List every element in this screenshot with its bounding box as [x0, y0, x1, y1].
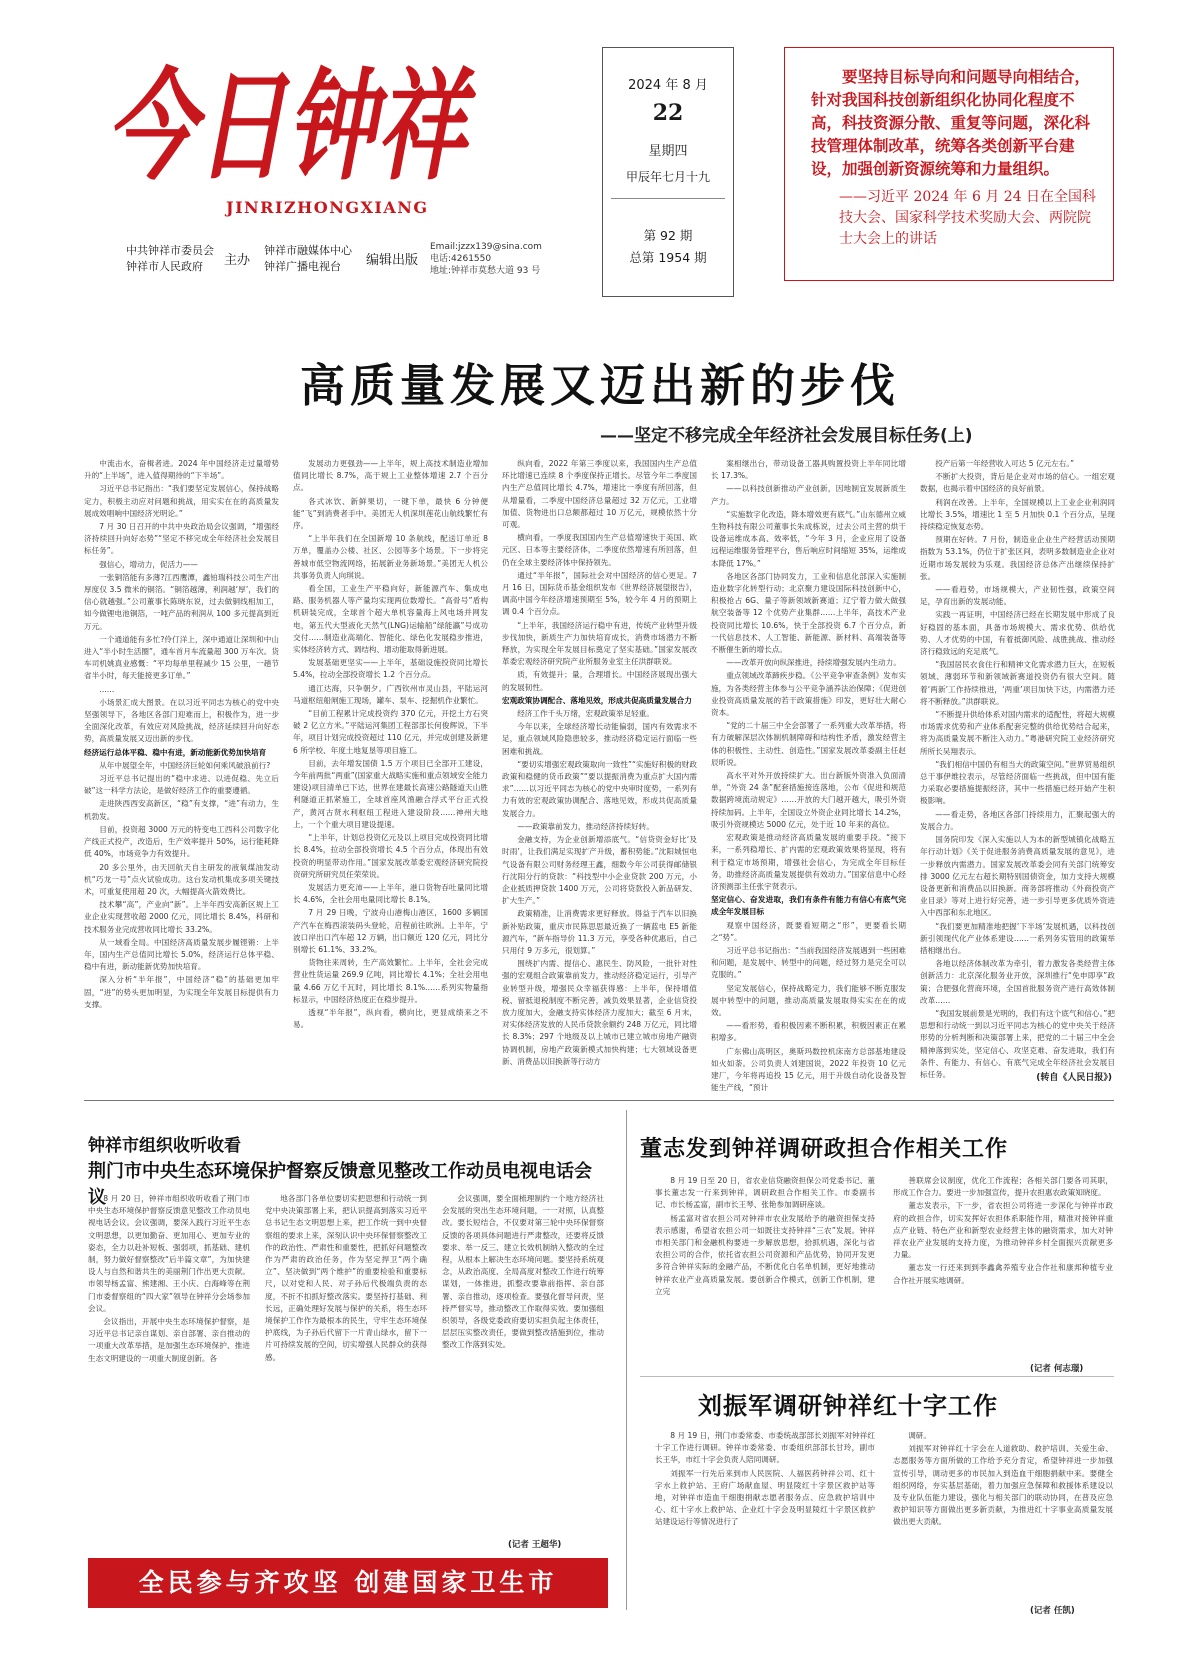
issue-number: 第 92 期 [643, 228, 693, 243]
paragraph: ——政策靠前发力，推动经济持续好转。 [517, 821, 654, 831]
date-divider [611, 198, 725, 199]
story-bl-column-3 [442, 1193, 604, 1503]
date-lunar: 甲辰年七月十九 [625, 170, 710, 184]
publisher-info [126, 243, 586, 283]
paragraph: 通江达海，只争朝夕。广西钦州市灵山县，平陆运河马道枢纽船闸施工现场，罐车、泵车、挖掘机作业繁忙。 [293, 683, 488, 705]
paragraph: 刘振军对钟祥红十字会在人道救助、救护培训、关爱生命、志愿服务等方面所做的工作给予充分肯定，希望钟祥进一步加强宣传引导，调动更多的市民加入到造血干细胞捐献中来。要健全组织网络，夯实基层基础，着力加强应急保障和救援体系建设以及专业队伍能力建设，强化与相关部门的联动协同，在普及应急救护知识等方面做出更多新贡献，为推进红十字事业高质量发展做出更大贡献。 [893, 1444, 1113, 1527]
lead-column-3 [502, 458, 697, 1066]
lead-column-4 [711, 458, 906, 1093]
paragraph: “上半年我们在全国新增 10 条航线，配送订单近 8 万单，覆盖办公楼、社区、公园等多个场景。下一步将完善城市低空物流网络，拓展新业务新场景。”美团无人机公共事务负责人向琪说。 [293, 534, 488, 580]
paragraph: 经济工作千头万绪，宏观政策举足轻重。 [517, 709, 654, 719]
paragraph: 习近平总书记提出的“稳中求进、以进促稳、先立后破”这一科学方法论，是做好经济工作的重要遵循。 [84, 774, 279, 796]
edit-label: 编辑出版 [366, 253, 419, 268]
paragraph: 目前，去年增发国债 1.5 万个项目已全部开工建设，今年前两批“两重”(国家重大战略实施和重点领域安全能力建设)项目清单已下达，世界在建最长高速公路隧道天山胜利隧道正抓紧施工，全球首座风渔融合浮式平台正式投产，黄河古贤水利枢纽工程进入建设阶段……神州大地上，一个个重大项目建设提速。 [293, 758, 488, 829]
paragraph: 小场景汇成大图景。在以习近平同志为核心的党中央坚强领导下，各地区各部门迎难而上，积极作为，进一步全面深化改革，有效应对风险挑战，经济延续回升向好态势，高质量发展又迈出新的步伐。 [84, 697, 279, 744]
paragraph: 善联席会议制度，优化工作流程；各相关部门要各司其职，形成工作合力。要进一步加强宣传，提升农担惠农政策知晓度。 [893, 1176, 1113, 1198]
story-divider [640, 1376, 1114, 1377]
paragraph: 纵向看，2022 年第三季度以来，我国国内生产总值环比增速已连续 8 个季度保持正增长。尽管今年二季度国内生产总值同比增长 4.7%，增速比一季度有所回落，但从增量看，二季度中国经济总量超过 32 万亿元，工业增加值、货物进出口总额都超过 10 万亿元，规模依然十分可观。 [502, 459, 697, 530]
paragraph: 深入分析“半年报”，中国经济“稳”的基础更加牢固，“进”的势头更加明显，为实现全年发展目标提供有力支撑。 [84, 975, 279, 1009]
paragraph: 各地区各部门协同发力，工业和信息化部深入实施制造业数字化转型行动；北京聚力建设国际科技创新中心，积极抢占 6G、量子等新领域新赛道；辽宁着力做大做强航空装备等 12 个优势产业集群……上半年，高技术产业投资同比增长 10.6%，快于全部投资 6.7 个百分点，新一代信息技术、人工智能、新能源、新材料、高端装备等不断催生新的增长点。 [711, 571, 906, 655]
phone-text: 电话:4261550 [430, 254, 492, 264]
masthead-logo [96, 40, 476, 200]
paragraph: ——看形势，看积极因素不断积累，积极因素正在累积增多。 [711, 1021, 906, 1043]
lead-column-1 [84, 458, 279, 1066]
paragraph: “不断提升供给体系对国内需求的适配性，将超大规模市场需求优势和产业体系配套完整的供给优势结合起来，将为高质量发展不断注入动力。”粤港研究院工业经济研究所所长吴翔表示。 [920, 710, 1115, 756]
paragraph: 杨孟富对省农担公司对钟祥市农业发展给予的融资担保支持表示感谢，希望省农担公司一如既往支持钟祥“三农”发展。钟祥市相关部门和金融机构要进一步解放思想，拾抓机遇，深化与省农担公司的合作，依托省农担公司资源和产品优势，协同开发更多符合钟祥实际的金融产品，不断优化白名单机制，更好地推动钟祥农业产业高质量发展。要创新合作模式，创新工作机制，建立完 [655, 1213, 875, 1296]
paragraph: 金融支持，为企业创新增添底气。“信贷资金好比‘及时雨’，让我们满足实现扩产升级，蓄积势能。”沈阳城恒电气设备有限公司财务经理王鑫，细数今年公司获得邮储银行沈阳分行的贷款：“科技型中小企业贷款 200 万元，小企业抵质押贷款 1400 万元，公司将贷款投入新品研发、扩大生产。” [502, 835, 697, 906]
editor-1: 钟祥市融媒体中心 [264, 244, 352, 257]
story-bl-credit: (记者 王超华) [508, 1540, 562, 1550]
paragraph: “我们要更加精准地把握‘下半场’发展机遇，以科技创新引领现代化产业体系建设……一系列务实管用的政策举措相继出台。 [920, 921, 1115, 955]
paragraph: 预期在好转。7 月份，制造业企业生产经营活动预期指数为 53.1%，仍位于扩张区间，表明多数制造业企业对近期市场发展较为乐观。我国经济总体产出继续保持扩张。 [920, 535, 1115, 581]
paragraph: 8 月 20 日，钟祥市组织收听收看了荆门市中央生态环境保护督察反馈意见整改工作动员电视电话会议。会议强调，要深入践行习近平生态文明思想，以更加勤奋、更加用心、更加专业的姿态，全力以赴补短板、强弱项，抓基础、建机制，努力做好督察整改“后半篇文章”，为加快建设人与自然和谐共生的美丽荆门作出更大贡献。市领导杨孟富、熊建湘、王小庆、白海峰等在荆门市委督察组的“四大家”领导在钟祥分会场参加会议。 [88, 1194, 250, 1313]
paragraph: 通过“半年报”，国际社会对中国经济的信心更足。7 月 16 日，国际货币基金组织发布《世界经济展望报告》，调高中国今年经济增速预期至 5%，较今年 4 月的预期上调 0.4 个百分点。 [502, 570, 697, 617]
calligraphy-title-logo [96, 40, 476, 200]
paragraph: ——看走势，各地区各部门持续用力，汇聚起强大的发展合力。 [920, 809, 1115, 831]
paragraph: ——以科技创新推动产业创新，因地制宜发展新质生产力。 [711, 484, 906, 506]
date-box [602, 47, 734, 297]
story-bl-kicker: 钟祥市组织收听收看 [88, 1136, 241, 1156]
date-year-month: 2024 年 8 月 [628, 78, 708, 93]
contact-info [430, 241, 542, 277]
story-br1-body [655, 1175, 1115, 1361]
quote-box [784, 47, 1114, 281]
story-bl-headline: 荆门市中央生态环境保护督察反馈意见整改工作动员电视电话会议 [88, 1161, 592, 1208]
paragraph: 围绕扩内需、提信心、惠民生、防风险，一批针对性强的宏观组合政策靠前发力，推动经济稳定运行，引导产业转型升级，增强民众幸福获得感：上半年，保持增值税、留抵退税制度不断完善，减负效果显著，企业信贷投放力度加大，金融支持实体经济力度加大；截至 6 月末，对实体经济发放的人民币贷款余额约 248 万亿元，同比增长 8.3%；297 个地级及以上城市已建立城市房地产融资协调机制，房地产政策新模式加快构建；七大领域设备更新、消费品以旧换新等行动方 [502, 959, 697, 1066]
paragraph: 习近平总书记指出：“我们要坚定发展信心，保持战略定力，积极主动应对问题和挑战，用实实在在的高质量发展成效唱响中国经济光明论。” [84, 484, 279, 518]
section-subheading: 经济运行总体平稳、稳中有进，新动能新优势加快培育 [84, 747, 267, 757]
slogan-banner: 全民参与齐攻坚 创建国家卫生市 [88, 1558, 608, 1608]
address-text: 地址:钟祥市莫愁大道 93 号 [430, 266, 541, 276]
section-divider [84, 1100, 1114, 1101]
paragraph: 从年中展望全年，中国经济巨轮如何乘风破浪前行? [99, 760, 271, 770]
paragraph: 8 月 19 日，荆门市委常委、市委统战部部长刘振军对钟祥红十字工作进行调研。钟祥市委常委、市委组织部部长甘玲，副市长王华，市红十字会负责人陪同调研。 [655, 1431, 875, 1465]
paragraph: 中流击水，奋楫者进。2024 年中国经济走过量增势升的“上半场”，进入值得期待的“下半场”。 [84, 459, 279, 481]
story-br2-column-1 [655, 1430, 875, 1608]
paragraph: 从一域看全局。中国经济高质量发展步履铿锵：上半年，国内生产总值同比增长 5.0%，经济运行总体平稳、稳中有进，新动能新优势加快培育。 [84, 937, 279, 972]
paragraph: 看全国，工业生产平稳向好，新能源汽车、集成电路、服务机器人等产量均实现两位数增长。“高骨号”盾构机研装完成，全球首个超大单机容量海上风电场并网发电，第五代大型液化天然气(LNG)运输船“绿能瀛”号成功交付……制造业高端化、智能化、绿色化发展稳步推进，实体经济转方式、调结构、增动能取得新进展。 [293, 584, 488, 655]
paragraph: ——改革开放向纵深推进，持续增强发展内生动力。 [726, 658, 901, 668]
paragraph: “目前工程累计完成投资约 370 亿元，开挖土方石突破 2 亿立方米。”平陆运河集团工程部部长何俊辉说，下半年，项目计划完成投资超过 110 亿元，并完成创建及新建 6 所学校、年度土地复垦等项目施工。 [293, 709, 488, 755]
paragraph: 发展活力更充沛——上半年，港口货物吞吐量同比增长 4.6%，全社会用电量同比增长 8.1%。 [293, 882, 488, 905]
story-bl-column-1 [88, 1193, 250, 1538]
paragraph: 地各部门各单位要切实把思想和行动统一到党中央决策部署上来，把认识提高到落实习近平总书记生态文明思想上来，把工作统一到中央督察组的要求上来，深刻认识中央环保督察整改工作的政治性、严肃性和重要性，把抓好问题整改作为严肃的政治任务，作为坚定捍卫“两个确立”、坚决做到“两个维护”的重要检验和重要标尺，以对党和人民、对子孙后代极端负责的态度，不折不扣抓好整改落实。要坚持打基础、利长远，正确处理好发展与保护的关系，将生态环境保护工作作为最根本的民生，守牢生态环境保护底线，为子孙后代留下一片青山绿水，留下一片可持续发展的空间，切实增强人民群众的获得感。 [265, 1194, 427, 1362]
paragraph: 重点领域改革蹄疾步稳。《公平竞争审查条例》发布实施，为各类经营主体参与公平竞争涵养法治保障；《促进创业投资高质量发展的若干政策措施》印发，更好壮大耐心资本。 [711, 671, 906, 718]
paragraph: 习近平总书记指出：“当前我国经济发展遇到一些困难和问题，是发展中、转型中的问题，经过努力是完全可以克服的。” [711, 945, 906, 980]
paragraph: 高水平对外开放持续扩大。出台新版外资准入负面清单，“外资 24 条”配套措施接连落地，公布《促进和规范数据跨境流动规定》……开放的大门越开越大，吸引外资持续加码。上半年，全国设立外资企业同比增长 14.2%，吸引外资规模达 5000 亿元，处于近 10 年来的高位。 [711, 771, 906, 829]
paragraph: “我国发展前景是光明的，我们有这个底气和信心。”把思想和行动统一到以习近平同志为核心的党中央关于经济形势的分析判断和决策部署上来，把党的二十届三中全会精神落到实处，坚定信心、攻坚克难、奋发进取，我们有条件、有能力、有信心、有底气完成全年经济社会发展目标任务。 [920, 1008, 1115, 1079]
paragraph: 20 多公里外，由天回航天自主研发的液氧煤油发动机“巧龙一号”点火试验成功。这台发动机集成多项关键技术，可重复使用超 20 次，大幅提高火箭效费比。 [84, 862, 279, 896]
organizers [126, 243, 214, 275]
story-br1-column-2 [893, 1175, 1113, 1361]
paragraph: 强信心，增动力，促活力—— [99, 559, 198, 569]
paragraph: 广东佛山高明区，奥斯玛数控机床南方总部基地建设如火如荼。公司负责人刘建国说，2022 年投资 10 亿元建厂，今年将再追投 15 亿元，用于升级自动化设备及智能生产线，“预计 [711, 1046, 906, 1093]
paragraph: 发展基础更坚实——上半年，基础设施投资同比增长 5.4%，拉动全部投资增长 1.2 个百分点。 [293, 658, 488, 680]
paragraph: 货物往来周转，生产高效繁忙。上半年，全社会完成营业性货运量 269.9 亿吨，同比增长 4.1%；全社会用电量 4.66 万亿千瓦时，同比增长 8.1%……系列实物量指标显示，中国经济热度正在稳步提升。 [293, 958, 488, 1004]
paragraph: 坚定发展信心，保持战略定力，我们能够不断克服发展中转型中的问题，推动高质量发展取得实实在在的成效。 [711, 983, 906, 1017]
lead-credit: (转自《人民日报》) [1036, 1073, 1112, 1083]
organizer-2: 钟祥市人民政府 [126, 260, 203, 273]
paragraph: 会议指出，开展中央生态环境保护督察，是习近平总书记亲自谋划、亲自部署、亲自推动的一项重大改革举措，是加强生态环境保护、推进生态文明建设的一项重大制度创新。各 [88, 1317, 250, 1363]
paragraph: 目前，投资超 3000 万元的特变电工西科公司数字化产线正式投产，改造后，生产效率提升 50%，运行能耗降低 40%，市场竞争力有效提升。 [84, 824, 279, 859]
quote-text: 要坚持目标导向和问题导向相结合，针对我国科技创新组织化协同化程度不高，科技资源分散、重复等问题，深化科技管理体制改革，统筹各类创新平台建设，加强创新资源统筹和力量组织。 [811, 68, 1091, 178]
paragraph: 技术攀“高”，产业向“新”。上半年西安高新区规上工业企业实现营收超 2000 亿元，同比增长 8.4%，科研和技术服务业完成营收同比增长 33.2%。 [84, 900, 279, 934]
masthead-pinyin: JINRIZHONGXIANG [226, 198, 429, 217]
editor-2: 钟祥广播电视台 [264, 260, 341, 273]
paragraph: “党的二十届三中全会部署了一系列重大改革举措，将有力破解深层次体制机制障碍和结构性矛盾，激发经营主体的积极性、主动性、创造性。”国家发展改革委副主任赵辰昕说。 [711, 721, 906, 767]
paragraph: 利润在改善。上半年，全国规模以上工业企业利润同比增长 3.5%，增速比 1 至 5 月加快 0.1 个百分点，呈现持续稳定恢复态势。 [920, 497, 1115, 532]
paragraph: 调研。 [908, 1431, 931, 1440]
paragraph: 一个通道能有多忙?伶仃洋上，深中通道让深圳和中山进入“半小时生活圈”，通车首月车流量超 300 万车次。货车司机姚真业感慨：“平均每单里程减少 15 公里，一趟节省半小时，每天能接更多订单。” [84, 634, 279, 681]
story-bl-body [88, 1193, 608, 1573]
section-subheading: 宏观政策协调配合、落地见效，形成共促高质量发展合力 [502, 695, 692, 705]
date-day: 22 [652, 100, 684, 126]
paragraph: ——看趋势，市场规模大，产业韧性强，政策空间足，孕育出新的发展动能。 [920, 585, 1115, 607]
story-bl-column-2 [265, 1193, 427, 1538]
paragraph: 国务院印发《深入实施以人为本的新型城镇化战略五年行动计划》《关于促进服务消费高质量发展的意见》，进一步释放内需潜力。国家发展改革委会同有关部门统筹安排 3000 亿元左右超长期特别国债资金，加力支持大规模设备更新和消费品以旧换新。商务部将推动《外商投资产业目录》等对上进行好完善，进一步引导更多优质外资进入中西部和东北地区。 [920, 835, 1115, 918]
paragraph: 今年以来，全球经济增长动能偏弱，国内有效需求不足，重点领域风险隐患较多，推动经济稳定运行面临一些困难和挑战。 [502, 722, 697, 756]
organizer-1: 中共钟祥市委员会 [126, 244, 214, 257]
paragraph: 透视“半年报”，纵向看，横向比，更显成绩来之不易。 [293, 1007, 488, 1030]
paragraph: 横向看，一季度我国国内生产总值增速快于美国、欧元区、日本等主要经济体，二季度依然增速有所回落，但仍在全球主要经济体中保持领先。 [502, 533, 697, 567]
paragraph: “实施数字化改造，降本增效更有底气。”山东德州立威生物科技有限公司董事长朱成栋说，过去公司主营的烘干设备运维成本高、效率低，“今年 3 月，企业应用了设备远程运维服务管理平台，售后响应时间缩短 35%，运维成本降低 17%。” [711, 509, 906, 568]
paragraph: 发展动力更强劲——上半年，规上高技术制造业增加值同比增长 8.7%，高于规上工业整体增速 2.7 个百分点。 [293, 459, 488, 493]
paragraph: 董志发一行还来到到李鑫禽养殖专业合作社和康邦种植专业合作社开展实地调研。 [893, 1263, 1113, 1285]
paragraph: “我国居民衣食住行和精神文化需求潜力巨大，在短板领域、薄弱环节和新领域新赛道投资仍有很大空间。随着‘两新’工作持续推进，‘两重’项目加快下达，内需潜力还将不断释放。”洪群联说。 [920, 660, 1115, 706]
svg-text:今日钟祥: 今日钟祥 [106, 56, 477, 197]
quote-source: ——习近平 2024 年 6 月 24 日在全国科技大会、国家科学技术奖励大会、两院院士大会上的讲话 [839, 189, 1097, 247]
paragraph: 宏观政策是推动经济高质量发展的重要手段。“接下来，一系列稳增长、扩内需的宏观政策效果将显现，将有利于稳定市场预期，增强社会信心，为完成全年目标任务，助推经济高质量发展提供有效动力。”国家信息中心经济预测部主任张宇贤表示。 [711, 833, 906, 891]
paragraph: 政策精准，让消费需求更好释放。得益于汽车以旧换新补贴政策，重庆市民陈思思最近换了一辆蓝电 E5 新能源汽车，“新车指导价 11.3 万元，享受各种优惠后，自己只用付 9 万多元，很划算。” [502, 909, 697, 955]
paragraph: 刘振军一行先后来到市人民医院、人福医药钟祥公司、红十字水上救护站、王府广场献血屋、明显陵红十字景区救护站等地，对钟祥市造血干细胞捐献志愿者服务点、应急救护培训中心、红十字水上救护站、企业红十字会及明显陵红十字景区救护站建设运行等情况进行了 [655, 1468, 875, 1527]
lead-subheadline: ——坚定不移完成全年经济社会发展目标任务(上) [600, 426, 973, 446]
paragraph: 观察中国经济，既要看短期之“形”，更要看长期之“势”。 [711, 920, 906, 942]
story-br1-column-1 [655, 1175, 875, 1361]
paragraph: 案相继出台，带动设备工器具购置投资上半年同比增长 17.3%。 [711, 459, 906, 481]
paragraph: “我们相信中国仍有相当大的政策空间。”世界贸易组织总干事伊维拉表示，尽管经济面临一些挑战，但中国有能力采取必要措施提振经济，其中一些措施已经开始产生积极影响。 [920, 759, 1115, 806]
email-text: Email:jzzx139@sina.com [430, 242, 542, 252]
lead-headline: 高质量发展又迈出新的步伐 [299, 359, 900, 412]
paragraph: 一张铜箔能有多薄?江西鹰潭，鑫铂瑞科技公司生产出厚度仅 3.5 微米的铜箔。“铜箔越薄，利润越‘厚’，我们的信心就越强。”公司董事长陈晓东说，过去做铜线相加工，如今做锂电池铜箔，一吨产品的利润从 100 多元提高到近万元。 [84, 572, 279, 631]
story-br2-body [655, 1430, 1115, 1608]
paragraph: 各式冰饮、新鲜果切，一键下单，最快 6 分钟便能“飞”到消费者手中。美团无人机深圳莲花山航线繁忙有序。 [293, 496, 488, 531]
paragraph: “要切实增强宏观政策取向一致性”“实施好积极的财政政策和稳健的货币政策”“要以提振消费为重点扩大国内需求”……以习近平同志为核心的党中央审时度势，一系列有力有效的宏观政策协调配合、落地见效，形成共促高质量发展合力。 [502, 759, 697, 818]
total-issue-number: 总第 1954 期 [629, 250, 707, 265]
paragraph: 董志发表示，下一步，省农担公司将进一步深化与钟祥市政府的政担合作，切实发挥好农担体系职能作用，精准对接钟祥重点产业链、特色产业和新型农业经营主体的融资需求，加大对钟祥农业产业发展的支持力度，为推动钟祥乡村全面振兴贡献更多力量。 [893, 1201, 1113, 1260]
paragraph: 8 月 19 日至 20 日，省农业信贷融资担保公司党委书记、董事长董志发一行来到钟祥，调研政担合作相关工作。市委副书记、市长杨孟富，副市长王琴、张艳参加调研座谈。 [655, 1176, 875, 1210]
lead-column-2 [293, 458, 488, 1066]
paragraph: 7 月 30 日召开的中共中央政治局会议强调，“增强经济持续回升向好态势”“坚定不移完成全年经济社会发展目标任务”。 [84, 522, 279, 556]
paragraph: “上半年，计划总投资亿元及以上项目完成投资同比增长 8.4%，拉动全部投资增长 4.5 个百分点，体现出有效投资的明显带动作用。”国家发展改革委宏观经济研究院投资研究所研究员任荣荣说。 [293, 833, 488, 879]
column-divider [626, 1110, 627, 1610]
paragraph: 走进陕西西安高新区，“稳”有支撑，“进”有动力，生机勃发。 [84, 799, 279, 821]
paragraph: “上半年，我国经济运行稳中有进，传统产业转型升级步伐加快，新质生产力加快培育成长，消费市场潜力不断释放，为实现全年发展目标奠定了坚实基础。”国家发展改革委宏观经济研究院产业所服务业室主任洪群联说。 [502, 620, 697, 667]
story-br2-credit: (记者 任凯) [1030, 1606, 1075, 1616]
date-weekday: 星期四 [648, 144, 688, 159]
paragraph: 质，有效提升；量，合理增长。中国经济展现出强大的发展韧性。 [502, 670, 697, 692]
paragraph: 各地以经济体制改革为牵引，着力激发各类经营主体创新活力：北京深化服务业开放，深圳推行“免申即享”政策；合肥强化营商环境，全国首批服务资产进行高效体制改革…… [920, 959, 1115, 1005]
section-subheading: 坚定信心、奋发进取，我们有条件有能力有信心有底气完成全年发展目标 [711, 895, 906, 917]
paragraph: 会议强调，要全面梳理制约一个地方经济社会发展的突出生态环境问题，一一对照，认真整改。要长短结合，不仅要对第三轮中央环保督察反馈的各项具体问题进行严肃整改，还要将反馈要求、举一反三、建立长效机制纳入整改的全过程，从根本上解决生态环境问题。要坚持系统观念，从政治高度、全局高度对整改工作进行统筹谋划，一体推进，抓整改要靠前指挥、亲自部署、亲自推动，逐项检查。要强化督导问责，坚持严督实导，推动整改工作取得实效。要加强组织领导，各级党委政府要切实担负起主体责任，层层压实整改责任，要做到整改措施到位，推动整改工作落到实处。 [442, 1194, 604, 1350]
host-label: 主办 [224, 253, 251, 268]
story-br2-headline: 刘振军调研钟祥红十字工作 [698, 1392, 998, 1420]
paragraph: 投产后第一年经营收入可达 5 亿元左右。” [935, 459, 1075, 468]
paragraph: 7 月 29 日晚，宁波舟山港梅山港区，1600 多辆国产汽车在梅西滚装码头登轮，启程前往欧洲。上半年，宁波口岸出口汽车超 12 万辆，出口额近 120 亿元，同比分别增长 61.1%、33.2%。 [293, 908, 488, 954]
story-br2-column-2 [893, 1430, 1113, 1598]
paragraph: 不断扩大投资，背后是企业对市场的信心。一组宏观数据，也揭示着中国经济的良好前景。 [920, 472, 1115, 494]
paragraph: …… [99, 684, 115, 694]
paragraph: 实践一再证明，中国经济已经在长期发展中形成了良好稳固的基本面，具备市场规模大、需求优势、供给优势、人才优势的中国，有着抵御风险、战胜挑战、推动经济行稳致远的充足底气。 [920, 610, 1115, 657]
editors [264, 243, 352, 275]
story-br1-headline: 董志发到钟祥调研政担合作相关工作 [640, 1137, 1009, 1162]
story-br1-credit: (记者 何志璟) [1030, 1364, 1084, 1374]
